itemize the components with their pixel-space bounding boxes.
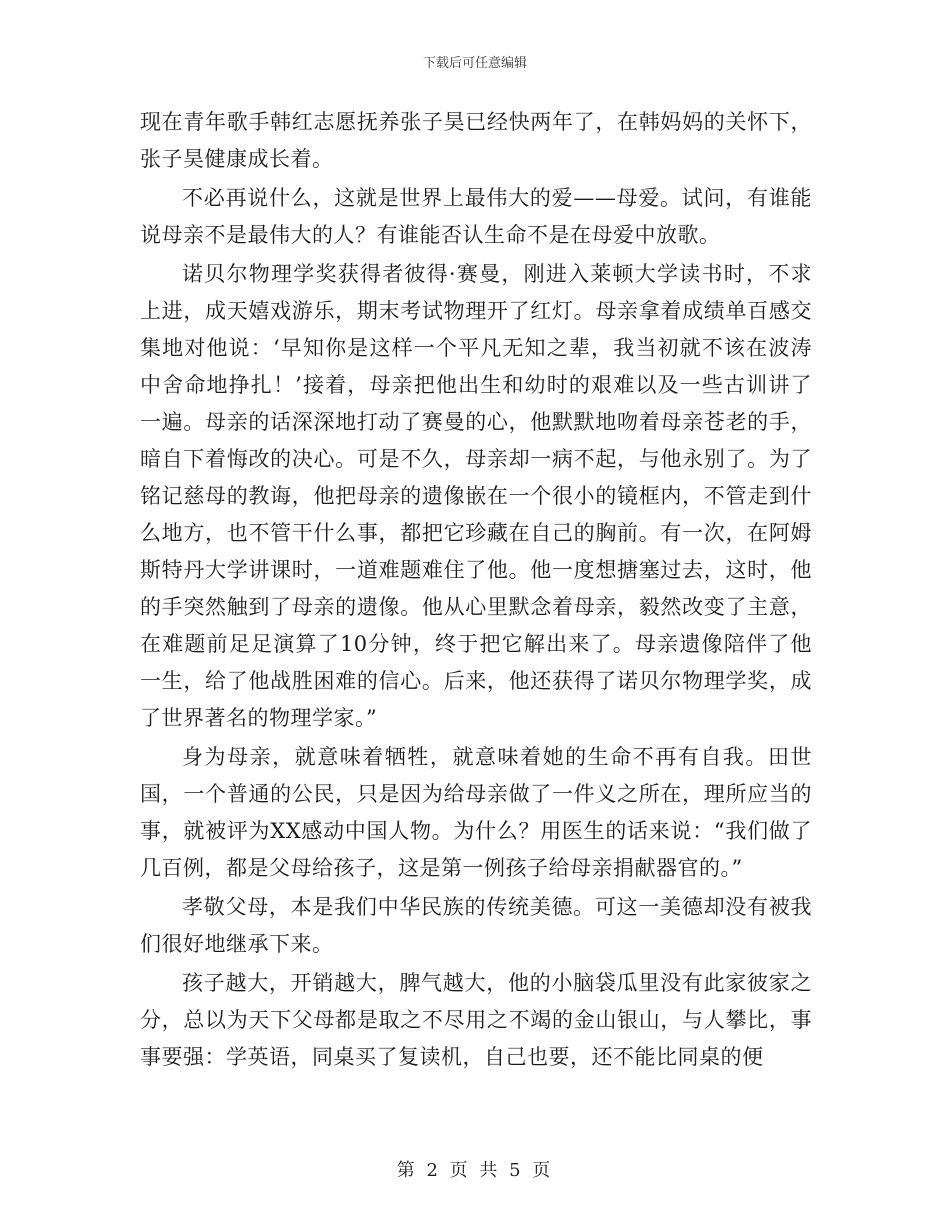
page-footer: 第 2 页 共 5 页 <box>396 1160 554 1181</box>
paragraph-5: 孝敬父母，本是我们中华民族的传统美德。可这一美德却没有被我们很好地继承下来。 <box>140 895 812 956</box>
paragraph-2: 不必再说什么，这就是世界上最伟大的爱——母爱。试问，有谁能说母亲不是最伟大的人？有谁能否认生命不是在母爱中放歌。 <box>140 186 812 247</box>
paragraph-6: 孩子越大，开销越大，脾气越大，他的小脑袋瓜里没有此家彼家之分，总以为天下父母都是取之不尽用之不竭的金山银山，与人攀比，事事要强：学英语，同桌买了复读机，自己也要，还不能比同桌的便 <box>140 971 812 1069</box>
document-body <box>140 104 812 1078</box>
paragraph-1: 现在青年歌手韩红志愿抚养张子昊已经快两年了，在韩妈妈的关怀下，张子昊健康成长着。 <box>140 110 812 171</box>
paragraph-3: 诺贝尔物理学奖获得者彼得·赛曼，刚进入莱顿大学读书时，不求上进，成天嬉戏游乐，期末考试物理开了红灯。母亲拿着成绩单百感交集地对他说：‘早知你是这样一个平凡无知之辈，我当初就不该在波涛中舍命地挣扎！’接着，母亲把他出生和幼时的艰难以及一些古训讲了一遍。母亲的话深深地打动了赛曼的心，他默默地吻着母亲苍老的手，暗自下着悔改的决心。可是不久，母亲却一病不起，与他永别了。为了铭记慈母的教诲，他把母亲的遗像嵌在一个很小的镜框内，不管走到什么地方，也不管干什么事，都把它珍藏在自己的胸前。有一次，在阿姆斯特丹大学讲课时，一道难题难住了他。他一度想搪塞过去，这时，他的手突然触到了母亲的遗像。他从心里默念着母亲，毅然改变了主意，在难题前足足演算了10分钟，终于把它解出来了。母亲遗像陪伴了他一生，给了他战胜困难的信心。后来，他还获得了诺贝尔物理学奖，成了世界著名的物理学家。” <box>140 262 812 730</box>
paragraph-4: 身为母亲，就意味着牺牲，就意味着她的生命不再有自我。田世国，一个普通的公民，只是因为给母亲做了一件义之所在，理所应当的事，就被评为XX感动中国人物。为什么？用医生的话来说：“我们做了几百例，都是父母给孩子，这是第一例孩子给母亲捐献器官的。” <box>140 745 812 880</box>
page-header: 下载后可任意编辑 <box>422 56 527 71</box>
